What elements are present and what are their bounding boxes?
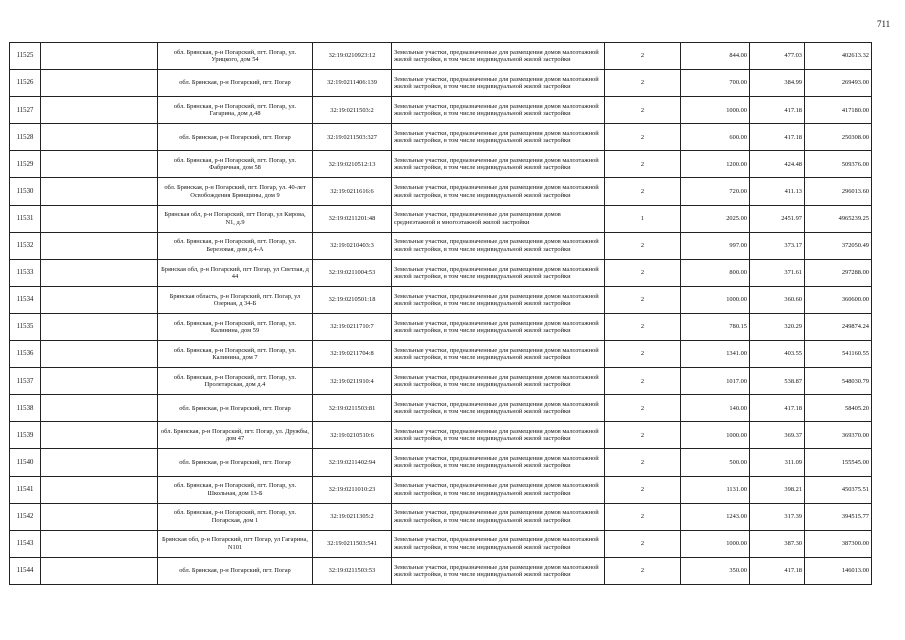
page-number: 711 <box>877 19 891 29</box>
row-number-cell: 11542 <box>10 503 41 530</box>
specific-value-cell: 369.37 <box>750 422 805 449</box>
cadastral-value-cell: 450375.51 <box>805 476 872 503</box>
area-cell: 1131.00 <box>681 476 750 503</box>
table-row <box>10 97 872 124</box>
specific-value-cell: 398.21 <box>750 476 805 503</box>
cadastral-number-cell: 32:19:0211503:541 <box>313 530 392 557</box>
spacer-cell <box>41 476 158 503</box>
table-row <box>10 395 872 422</box>
table-row <box>10 259 872 286</box>
specific-value-cell: 387.30 <box>750 530 805 557</box>
area-cell: 1000.00 <box>681 286 750 313</box>
spacer-cell <box>41 124 158 151</box>
cadastral-number-cell: 32:19:0211503:327 <box>313 124 392 151</box>
table-row <box>10 178 872 205</box>
table-row <box>10 341 872 368</box>
land-use-cell: Земельные участки, предназначенные для размещения домов малоэтажной жилой застройки, в том числе индивидуальной жилой застройки <box>392 286 605 313</box>
spacer-cell <box>41 97 158 124</box>
row-number-cell: 11537 <box>10 368 41 395</box>
cadastral-number-cell: 32:19:0211402:94 <box>313 449 392 476</box>
row-number-cell: 11543 <box>10 530 41 557</box>
cadastral-number-cell: 32:19:0211710:7 <box>313 313 392 340</box>
group-cell: 2 <box>605 43 681 70</box>
cadastral-value-cell: 402613.32 <box>805 43 872 70</box>
specific-value-cell: 477.03 <box>750 43 805 70</box>
land-use-cell: Земельные участки, предназначенные для размещения домов малоэтажной жилой застройки, в том числе индивидуальной жилой застройки <box>392 476 605 503</box>
specific-value-cell: 384.99 <box>750 70 805 97</box>
cadastral-number-cell: 32:19:0211704:8 <box>313 341 392 368</box>
address-cell: обл. Брянская, р-н Погарский, пгт. Погар <box>158 124 313 151</box>
cadastral-value-cell: 541160.55 <box>805 341 872 368</box>
specific-value-cell: 417.18 <box>750 557 805 584</box>
cadastral-value-cell: 372050.49 <box>805 232 872 259</box>
area-cell: 1243.00 <box>681 503 750 530</box>
address-cell: обл. Брянская, р-н Погарский, пгт. Погар, ул. Калинина, дом 59 <box>158 313 313 340</box>
row-number-cell: 11531 <box>10 205 41 232</box>
group-cell: 2 <box>605 286 681 313</box>
group-cell: 2 <box>605 368 681 395</box>
group-cell: 2 <box>605 476 681 503</box>
land-use-cell: Земельные участки, предназначенные для размещения домов малоэтажной жилой застройки, в том числе индивидуальной жилой застройки <box>392 530 605 557</box>
address-cell: обл. Брянская, р-н Погарский, пгт. Погар, ул. Фабричная, дом 58 <box>158 151 313 178</box>
cadastral-value-cell: 297288.00 <box>805 259 872 286</box>
specific-value-cell: 2451.97 <box>750 205 805 232</box>
cadastral-value-table <box>9 42 872 585</box>
address-cell: Брянская обл, р-н Погарский, пгт Погар, ул Гагарина, N101 <box>158 530 313 557</box>
address-cell: обл. Брянская, р-н Погарский, пгт. Погар <box>158 557 313 584</box>
spacer-cell <box>41 43 158 70</box>
group-cell: 2 <box>605 151 681 178</box>
row-number-cell: 11540 <box>10 449 41 476</box>
specific-value-cell: 317.39 <box>750 503 805 530</box>
specific-value-cell: 311.09 <box>750 449 805 476</box>
row-number-cell: 11538 <box>10 395 41 422</box>
spacer-cell <box>41 341 158 368</box>
group-cell: 2 <box>605 97 681 124</box>
cadastral-value-cell: 58405.20 <box>805 395 872 422</box>
table-row <box>10 422 872 449</box>
cadastral-value-cell: 387300.00 <box>805 530 872 557</box>
table-row <box>10 503 872 530</box>
cadastral-number-cell: 32:19:0210510:6 <box>313 422 392 449</box>
cadastral-number-cell: 32:19:0211201:48 <box>313 205 392 232</box>
address-cell: обл. Брянская, р-н Погарский, пгт. Погар <box>158 395 313 422</box>
address-cell: обл. Брянская, р-н Погарский, пгт. Погар, ул. Погарская, дом 1 <box>158 503 313 530</box>
table-row <box>10 205 872 232</box>
land-use-cell: Земельные участки, предназначенные для размещения домов малоэтажной жилой застройки, в том числе индивидуальной жилой застройки <box>392 232 605 259</box>
address-cell: обл. Брянская, р-н Погарский, пгт. Погар, ул. Гагарина, дом д.48 <box>158 97 313 124</box>
cadastral-value-cell: 360600.00 <box>805 286 872 313</box>
area-cell: 2025.00 <box>681 205 750 232</box>
table-row <box>10 70 872 97</box>
land-use-cell: Земельные участки, предназначенные для размещения домов малоэтажной жилой застройки, в том числе индивидуальной жилой застройки <box>392 449 605 476</box>
address-cell: обл. Брянская, р-н Погарский, пгт. Погар, ул. Пролетарская, дом д.4 <box>158 368 313 395</box>
cadastral-value-cell: 296013.60 <box>805 178 872 205</box>
row-number-cell: 11527 <box>10 97 41 124</box>
address-cell: обл. Брянская, р-н Погарский, пгт. Погар <box>158 70 313 97</box>
address-cell: обл. Брянская, р-н Погарский, пгт. Погар, ул. Урицкого, дом 54 <box>158 43 313 70</box>
row-number-cell: 11544 <box>10 557 41 584</box>
address-cell: Брянская область, р-н Погарский, пгт. Погар, ул Озерная, д 34-Б <box>158 286 313 313</box>
spacer-cell <box>41 395 158 422</box>
specific-value-cell: 411.13 <box>750 178 805 205</box>
area-cell: 720.00 <box>681 178 750 205</box>
group-cell: 2 <box>605 124 681 151</box>
spacer-cell <box>41 530 158 557</box>
area-cell: 600.00 <box>681 124 750 151</box>
address-cell: Брянская обл, р-н Погарский, пгт Погар, ул Кирова, N1, д.9 <box>158 205 313 232</box>
group-cell: 2 <box>605 422 681 449</box>
area-cell: 1200.00 <box>681 151 750 178</box>
group-cell: 2 <box>605 395 681 422</box>
land-use-cell: Земельные участки, предназначенные для размещения домов малоэтажной жилой застройки, в том числе индивидуальной жилой застройки <box>392 341 605 368</box>
group-cell: 2 <box>605 449 681 476</box>
group-cell: 1 <box>605 205 681 232</box>
area-cell: 1000.00 <box>681 97 750 124</box>
area-cell: 500.00 <box>681 449 750 476</box>
group-cell: 2 <box>605 557 681 584</box>
cadastral-value-cell: 269493.00 <box>805 70 872 97</box>
cadastral-number-cell: 32:19:0210403:3 <box>313 232 392 259</box>
spacer-cell <box>41 259 158 286</box>
specific-value-cell: 538.87 <box>750 368 805 395</box>
cadastral-value-cell: 146013.00 <box>805 557 872 584</box>
group-cell: 2 <box>605 530 681 557</box>
table-row <box>10 449 872 476</box>
specific-value-cell: 417.18 <box>750 124 805 151</box>
land-use-cell: Земельные участки, предназначенные для размещения домов малоэтажной жилой застройки, в том числе индивидуальной жилой застройки <box>392 151 605 178</box>
row-number-cell: 11526 <box>10 70 41 97</box>
row-number-cell: 11533 <box>10 259 41 286</box>
table-row <box>10 43 872 70</box>
table-body <box>10 43 872 585</box>
land-use-cell: Земельные участки, предназначенные для размещения домов малоэтажной жилой застройки, в том числе индивидуальной жилой застройки <box>392 43 605 70</box>
address-cell: обл. Брянская, р-н Погарский, пгт. Погар, ул. Дружбы, дом 47 <box>158 422 313 449</box>
group-cell: 2 <box>605 341 681 368</box>
specific-value-cell: 371.61 <box>750 259 805 286</box>
address-cell: обл. Брянская, р-н Погарский, пгт. Погар, ул. Школьная, дом 13-Б <box>158 476 313 503</box>
land-use-cell: Земельные участки, предназначенные для размещения домов малоэтажной жилой застройки, в том числе индивидуальной жилой застройки <box>392 557 605 584</box>
land-use-cell: Земельные участки, предназначенные для размещения домов малоэтажной жилой застройки, в том числе индивидуальной жилой застройки <box>392 97 605 124</box>
cadastral-value-cell: 249874.24 <box>805 313 872 340</box>
specific-value-cell: 417.18 <box>750 97 805 124</box>
group-cell: 2 <box>605 313 681 340</box>
area-cell: 1017.00 <box>681 368 750 395</box>
table-row <box>10 368 872 395</box>
spacer-cell <box>41 151 158 178</box>
land-use-cell: Земельные участки, предназначенные для размещения домов малоэтажной жилой застройки, в том числе индивидуальной жилой застройки <box>392 178 605 205</box>
row-number-cell: 11529 <box>10 151 41 178</box>
address-cell: обл. Брянская, р-н Погарский, пгт. Погар, ул. Березовая, дом д.4-А <box>158 232 313 259</box>
address-cell: обл. Брянская, р-н Погарский, пгт. Погар, ул. Калинина, дом 7 <box>158 341 313 368</box>
row-number-cell: 11525 <box>10 43 41 70</box>
spacer-cell <box>41 232 158 259</box>
land-use-cell: Земельные участки, предназначенные для размещения домов среднеэтажной и многоэтажной жилой застройки <box>392 205 605 232</box>
cadastral-value-cell: 394515.77 <box>805 503 872 530</box>
cadastral-value-cell: 548030.79 <box>805 368 872 395</box>
table-row <box>10 530 872 557</box>
land-use-cell: Земельные участки, предназначенные для размещения домов малоэтажной жилой застройки, в том числе индивидуальной жилой застройки <box>392 422 605 449</box>
row-number-cell: 11534 <box>10 286 41 313</box>
spacer-cell <box>41 313 158 340</box>
spacer-cell <box>41 422 158 449</box>
cadastral-number-cell: 32:19:0211305:2 <box>313 503 392 530</box>
cadastral-number-cell: 32:19:0211503:53 <box>313 557 392 584</box>
group-cell: 2 <box>605 232 681 259</box>
area-cell: 350.00 <box>681 557 750 584</box>
area-cell: 800.00 <box>681 259 750 286</box>
table-row <box>10 151 872 178</box>
specific-value-cell: 320.29 <box>750 313 805 340</box>
row-number-cell: 11535 <box>10 313 41 340</box>
area-cell: 140.00 <box>681 395 750 422</box>
specific-value-cell: 424.48 <box>750 151 805 178</box>
cadastral-number-cell: 32:19:0210923:12 <box>313 43 392 70</box>
spacer-cell <box>41 286 158 313</box>
group-cell: 2 <box>605 259 681 286</box>
land-use-cell: Земельные участки, предназначенные для размещения домов малоэтажной жилой застройки, в том числе индивидуальной жилой застройки <box>392 259 605 286</box>
land-use-cell: Земельные участки, предназначенные для размещения домов малоэтажной жилой застройки, в том числе индивидуальной жилой застройки <box>392 395 605 422</box>
land-use-cell: Земельные участки, предназначенные для размещения домов малоэтажной жилой застройки, в том числе индивидуальной жилой застройки <box>392 368 605 395</box>
area-cell: 997.00 <box>681 232 750 259</box>
area-cell: 844.00 <box>681 43 750 70</box>
table-row <box>10 232 872 259</box>
cadastral-number-cell: 32:19:0211503:81 <box>313 395 392 422</box>
table-row <box>10 313 872 340</box>
land-use-cell: Земельные участки, предназначенные для размещения домов малоэтажной жилой застройки, в том числе индивидуальной жилой застройки <box>392 70 605 97</box>
row-number-cell: 11541 <box>10 476 41 503</box>
group-cell: 2 <box>605 70 681 97</box>
cadastral-number-cell: 32:19:0210512:13 <box>313 151 392 178</box>
cadastral-number-cell: 32:19:0211503:2 <box>313 97 392 124</box>
cadastral-value-cell: 417180.00 <box>805 97 872 124</box>
specific-value-cell: 417.18 <box>750 395 805 422</box>
row-number-cell: 11530 <box>10 178 41 205</box>
specific-value-cell: 373.17 <box>750 232 805 259</box>
land-use-cell: Земельные участки, предназначенные для размещения домов малоэтажной жилой застройки, в том числе индивидуальной жилой застройки <box>392 313 605 340</box>
address-cell: обл. Брянская, р-н Погарский, пгт. Погар, ул. 40-лет Освобождения Брянщины, дом 9 <box>158 178 313 205</box>
cadastral-number-cell: 32:19:0211004:53 <box>313 259 392 286</box>
spacer-cell <box>41 70 158 97</box>
spacer-cell <box>41 178 158 205</box>
specific-value-cell: 360.60 <box>750 286 805 313</box>
area-cell: 1000.00 <box>681 530 750 557</box>
group-cell: 2 <box>605 178 681 205</box>
cadastral-number-cell: 32:19:0211010:23 <box>313 476 392 503</box>
cadastral-number-cell: 32:19:0211616:6 <box>313 178 392 205</box>
row-number-cell: 11532 <box>10 232 41 259</box>
address-cell: обл. Брянская, р-н Погарский, пгт. Погар <box>158 449 313 476</box>
table-row <box>10 476 872 503</box>
spacer-cell <box>41 205 158 232</box>
table-row <box>10 124 872 151</box>
spacer-cell <box>41 449 158 476</box>
cadastral-value-cell: 4965239.25 <box>805 205 872 232</box>
area-cell: 1341.00 <box>681 341 750 368</box>
cadastral-value-cell: 369370.00 <box>805 422 872 449</box>
table-row <box>10 557 872 584</box>
land-use-cell: Земельные участки, предназначенные для размещения домов малоэтажной жилой застройки, в том числе индивидуальной жилой застройки <box>392 124 605 151</box>
cadastral-value-cell: 509376.00 <box>805 151 872 178</box>
address-cell: Брянская обл, р-н Погарский, пгт Погар, ул Светлая, д 44 <box>158 259 313 286</box>
area-cell: 700.00 <box>681 70 750 97</box>
specific-value-cell: 403.55 <box>750 341 805 368</box>
spacer-cell <box>41 557 158 584</box>
land-use-cell: Земельные участки, предназначенные для размещения домов малоэтажной жилой застройки, в том числе индивидуальной жилой застройки <box>392 503 605 530</box>
table-row <box>10 286 872 313</box>
group-cell: 2 <box>605 503 681 530</box>
cadastral-value-cell: 155545.00 <box>805 449 872 476</box>
row-number-cell: 11539 <box>10 422 41 449</box>
cadastral-value-cell: 250308.00 <box>805 124 872 151</box>
row-number-cell: 11528 <box>10 124 41 151</box>
area-cell: 780.15 <box>681 313 750 340</box>
spacer-cell <box>41 503 158 530</box>
spacer-cell <box>41 368 158 395</box>
cadastral-number-cell: 32:19:0211910:4 <box>313 368 392 395</box>
row-number-cell: 11536 <box>10 341 41 368</box>
cadastral-number-cell: 32:19:0210501:18 <box>313 286 392 313</box>
cadastral-number-cell: 32:19:0211406:139 <box>313 70 392 97</box>
area-cell: 1000.00 <box>681 422 750 449</box>
